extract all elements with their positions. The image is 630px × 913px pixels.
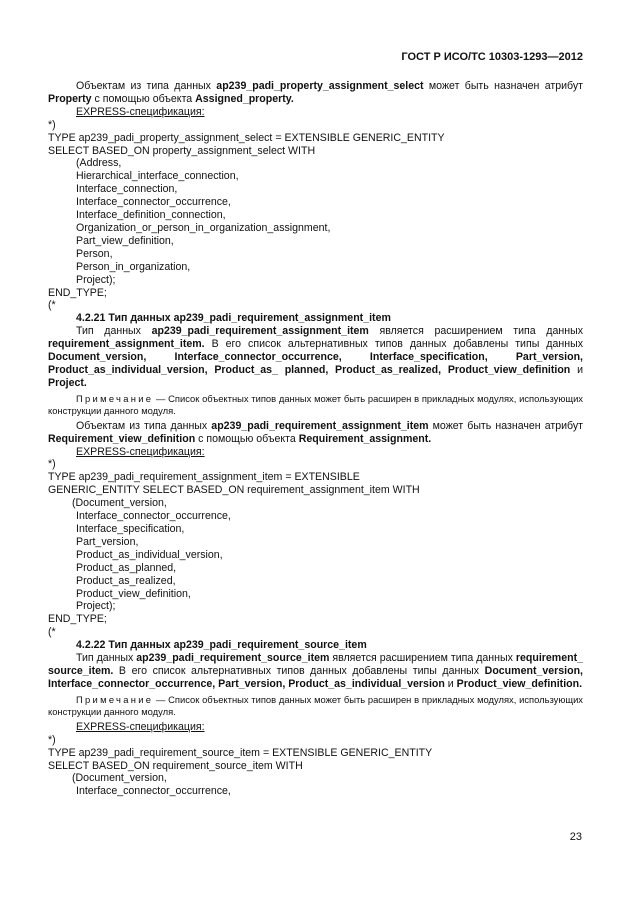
paragraph-requirement-assignment: Тип данных ap239_padi_requirement_assignment_item является расширением типа данных requirement_assignment_item. В его список альтернативных типов данных добавлены типы данных Document_version, Interface_connector_occurrence, Interface_specification, Part_version, Product_as_individual_version, Product_as_ planned, Product_as_realized, Product_view_definition и Project. <box>48 325 583 389</box>
express-spec-label: EXPRESS-спецификация: <box>76 445 205 458</box>
note-4-2-22: Примечание — Список объектных типов данных может быть расширен в прикладных модулях, использующих конструкции данного модуля. <box>48 693 583 717</box>
note-4-2-21: Примечание — Список объектных типов данных может быть расширен в прикладных модулях, использующих конструкции данного модуля. <box>48 392 583 416</box>
page-number: 23 <box>569 831 582 843</box>
page-content <box>48 80 583 798</box>
paragraph-requirement-view: Объектам из типа данных ap239_padi_requirement_assignment_item может быть назначен атрибут Requirement_view_definition с помощью объекта Requirement_assignment. <box>48 419 584 445</box>
paragraph-property-assignment: Объектам из типа данных ap239_padi_property_assignment_select может быть назначен атрибут Property с помощью объекта Assigned_property. <box>48 80 584 105</box>
code-block-requirement-assignment: *) TYPE ap239_padi_requirement_assignment_item = EXTENSIBLE GENERIC_ENTITY SELECT BASED_ON requirement_assignment_item WITH (Document_version, Interface_connector_occurrence, Interface_specification, Part_version, Product_as_individual_version, Product_as_planned, Product_as_realized, Product_view_definition, Project); END_TYPE; (* <box>48 458 420 639</box>
section-heading-4-2-21: 4.2.21 Тип данных ap239_padi_requirement_assignment_item <box>76 312 391 325</box>
section-heading-4-2-22: 4.2.22 Тип данных ap239_padi_requirement_source_item <box>76 639 367 652</box>
document-header: ГОСТ Р ИСО/ТС 10303-1293—2012 <box>401 51 583 63</box>
express-spec-label: EXPRESS-спецификация: <box>76 105 205 118</box>
code-block-requirement-source: *) TYPE ap239_padi_requirement_source_item = EXTENSIBLE GENERIC_ENTITY SELECT BASED_ON requirement_source_item WITH (Document_version, Interface_connector_occurrence, <box>48 733 433 798</box>
express-spec-label: EXPRESS-спецификация: <box>76 720 205 733</box>
paragraph-requirement-source: Тип данных ap239_padi_requirement_source_item является расширением типа данных requirement_ source_item. В его список альтернативных типов данных добавлены типы данных Document_version, Interface_connector_occurrence, Part_version, Product_as_individual_version и Product_view_definition. <box>48 652 584 690</box>
code-block-property-assignment: *) TYPE ap239_padi_property_assignment_select = EXTENSIBLE GENERIC_ENTITY SELECT BASED_ON property_assignment_select WITH (Address, Hierarchical_interface_connection, Interface_connection, Interface_connector_occurrence, Interface_definition_connection, Organization_or_person_in_organization_assignment, Part_view_definition, Person, Person_in_organization, Project); END_TYPE; (* <box>48 118 445 312</box>
